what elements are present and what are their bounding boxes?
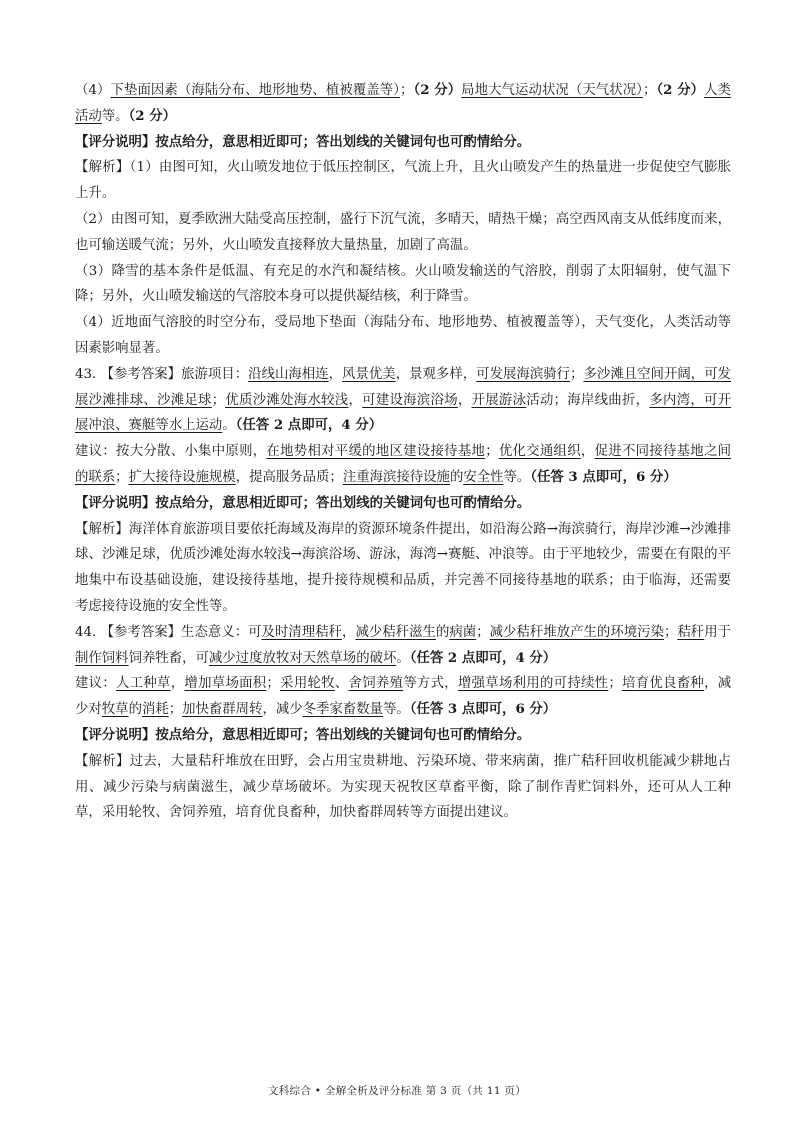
key-phrase: 扩大接待设施规模 [128,469,236,485]
text-segment: 、 [334,676,349,692]
text-segment: 活动；海岸线曲折， [526,392,650,408]
key-phrase: 减少过度放牧对天然草场的破坏 [208,650,397,666]
page-footer: 文科综合 • 全解全析及评分标准 第 3 页（共 11 页） [267,1085,527,1097]
key-phrase: 可建设海滨浴场 [362,392,458,408]
text-segment: 建议：按大分散、小集中原则， [75,444,267,460]
key-phrase: 培育优良畜种 [621,676,705,692]
key-phrase: 多沙滩且空间开阔，可发展沙滩排球、沙滩足球 [75,366,732,408]
text-segment: 。 [396,650,410,666]
text-segment: 等。 [382,702,410,718]
text-segment: ； [168,702,183,718]
text-segment: 44. 【参考答案】生态意义：可 [75,624,262,640]
key-phrase: 环境污染 [610,624,664,640]
key-phrase: 制作饲料 [75,650,129,666]
answer-paragraph [75,310,731,362]
key-phrase: 舍饲养殖 [348,676,404,692]
text-segment: ， [170,676,185,692]
key-phrase: 减少秸秆堆放产生的 [489,624,611,640]
text-segment: 等。 [503,469,531,485]
text-segment: ； [642,83,657,98]
key-phrase: 风景优美 [342,366,396,382]
key-phrase: 加快畜群周转 [182,702,263,718]
score-marker: （任答 3 点即可，6 分） [530,468,677,485]
text-segment: （4） [75,83,111,98]
key-phrase: 增加草场面积 [184,676,267,692]
key-phrase: 减少秸秆滋生 [355,624,436,640]
grading-note: 【评分说明】按点给分，意思相近即可；答出划线的关键词句也可酌情给分。 [75,726,531,743]
text-segment: ； [485,444,499,460]
text-segment: 饲养牲畜，可 [128,650,209,666]
text-segment: 43. 【参考答案】旅游项目： [75,366,249,382]
text-segment: ，景观多样， [395,366,477,382]
text-segment: （3）降雪的基本条件是低温、有充足的水汽和凝结核。火山喷发输送的气溶胶，削弱了太阳辐射，使气温下降；另外，火山喷发输送的气溶胶本身可以提供凝结核，利于降雪。 [75,263,731,305]
text-segment: ， [342,624,356,640]
text-segment: （2）由图可知，夏季欧洲大陆受高压控制，盛行下沉气流，多晴天，晴热干燥；高空西风南支从低纬度而来，也可输送暖气流；另外，火山喷发直接释放大量热量，加剧了高温。 [75,211,731,253]
text-segment: ， [328,366,343,382]
score-marker: （任答 2 点即可，4 分） [409,649,557,666]
key-phrase: 及时清理秸秆 [261,624,343,640]
key-phrase: 采用轮牧 [279,676,335,692]
text-segment: ； [266,676,280,692]
text-segment: 【解析】过去，大量秸秆堆放在田野，会占用宝贵耕地、污染环境、带来病菌，推广秸秆回收机能减少耕地占用、减少污染与病菌滋生，减少草场破坏。为实现天祝牧区草畜平衡，除了制作青贮饲料外，还可从人工种草，采用轮牧、舍饲养殖，培育优良畜种，加快畜群周转等方面提出建议。 [75,753,731,821]
key-phrase: 促进不同接待基地之间的联系 [75,444,732,485]
text-segment: ； [115,469,129,485]
key-phrase: 可发展海滨骑行 [476,366,571,382]
text-segment: ，减少对 [75,676,732,718]
text-segment: ，提高服务品质； [235,469,343,485]
answer-paragraph [75,207,731,259]
key-phrase: 注重海滨接待设施 [342,469,450,485]
answer-paragraph [75,78,731,130]
key-phrase: 开展游泳 [471,392,527,408]
key-phrase: 人工种草 [116,676,171,692]
text-segment: 的 [435,624,450,640]
text-segment: ，减少 [262,702,303,718]
text-segment: ， [457,392,472,408]
key-phrase: 牧草 [101,702,129,718]
key-phrase: 安全性 [463,469,504,485]
answer-paragraph [75,671,731,723]
text-segment: 【解析】（1）由图可知，火山喷发地位于低压控制区，气流上升，且火山喷发产生的热量进一步促使空气膨胀上升。 [75,160,731,202]
text-segment: 【解析】海洋体育旅游项目要依托海域及海岸的资源环境条件提出，如沿海公路→海滨骑行，海岸沙滩→沙滩排球、沙滩足球，优质沙滩处海水较浅→海滨浴场、游泳，海湾→赛艇、冲浪等。由于平地较少，需要在有限的平地集中布设基础设施，建设接待基地，提升接待规模和品质，并完善不同接待基地的联系；由于临海，还需要考虑接待设施的安全性等。 [75,521,731,614]
answer-paragraph [75,259,731,311]
answer-paragraph [75,517,731,620]
answer-paragraph [75,749,731,826]
text-segment: ； [399,83,414,98]
score-marker: （2 分） [128,107,177,124]
text-segment: 的 [449,469,464,485]
answer-paragraph [75,620,731,672]
answer-paragraph [75,362,731,439]
key-phrase: 沿线山海相连 [248,366,329,382]
key-phrase: 优化交通组织 [498,444,581,460]
key-phrase: 优质沙滩处海水较浅 [225,392,349,408]
score-marker: （2 分） [656,82,705,98]
key-phrase: 秸秆 [677,624,705,640]
score-marker: （任答 3 点即可，6 分） [409,701,557,718]
text-segment: 建议： [75,676,117,692]
text-segment: （4）近地面气溶胶的时空分布，受局地下垫面（海陆分布、地形地势、植被覆盖等），天气变化，人类活动等因素影响显著。 [75,315,731,356]
key-phrase: 消耗 [141,702,169,718]
text-segment: 等方式， [403,676,458,692]
text-segment: ， [580,444,595,460]
key-phrase: 多内湾，可开展冲浪、赛艇等水上运动 [75,392,732,434]
text-segment: 用于 [704,624,732,640]
score-marker: （2 分） [413,82,462,98]
text-segment: 的 [128,702,142,718]
answer-paragraph [75,439,731,491]
key-phrase: 病菌 [449,624,477,640]
key-phrase: 增强草场利用的可持续性 [457,676,609,692]
text-segment: 等。 [101,108,129,124]
text-segment: ； [476,624,490,640]
answer-paragraph [75,155,731,207]
key-phrase: 局地大气运动状况（天气状况） [461,83,643,98]
text-segment: ； [608,676,622,692]
grading-note: 【评分说明】按点给分，意思相近即可；答出划线的关键词句也可酌情给分。 [75,494,531,511]
text-segment: ； [663,624,678,640]
key-phrase: 在地势相对平缓的地区建设接待基地 [266,444,486,460]
key-phrase: 人类活动 [75,83,731,124]
text-segment: ； [211,392,226,408]
score-marker: （任答 2 点即可，4 分） [235,417,383,434]
text-segment: 。 [222,418,236,434]
key-phrase: 下垫面因素（海陆分布、地形地势、植被覆盖等） [110,83,400,98]
answer-content [75,78,731,826]
text-segment: ； [570,366,584,382]
text-segment: ， [348,392,363,408]
key-phrase: 冬季家畜数量 [302,702,383,718]
grading-note: 【评分说明】按点给分，意思相近即可；答出划线的关键词句也可酌情给分。 [75,133,531,150]
